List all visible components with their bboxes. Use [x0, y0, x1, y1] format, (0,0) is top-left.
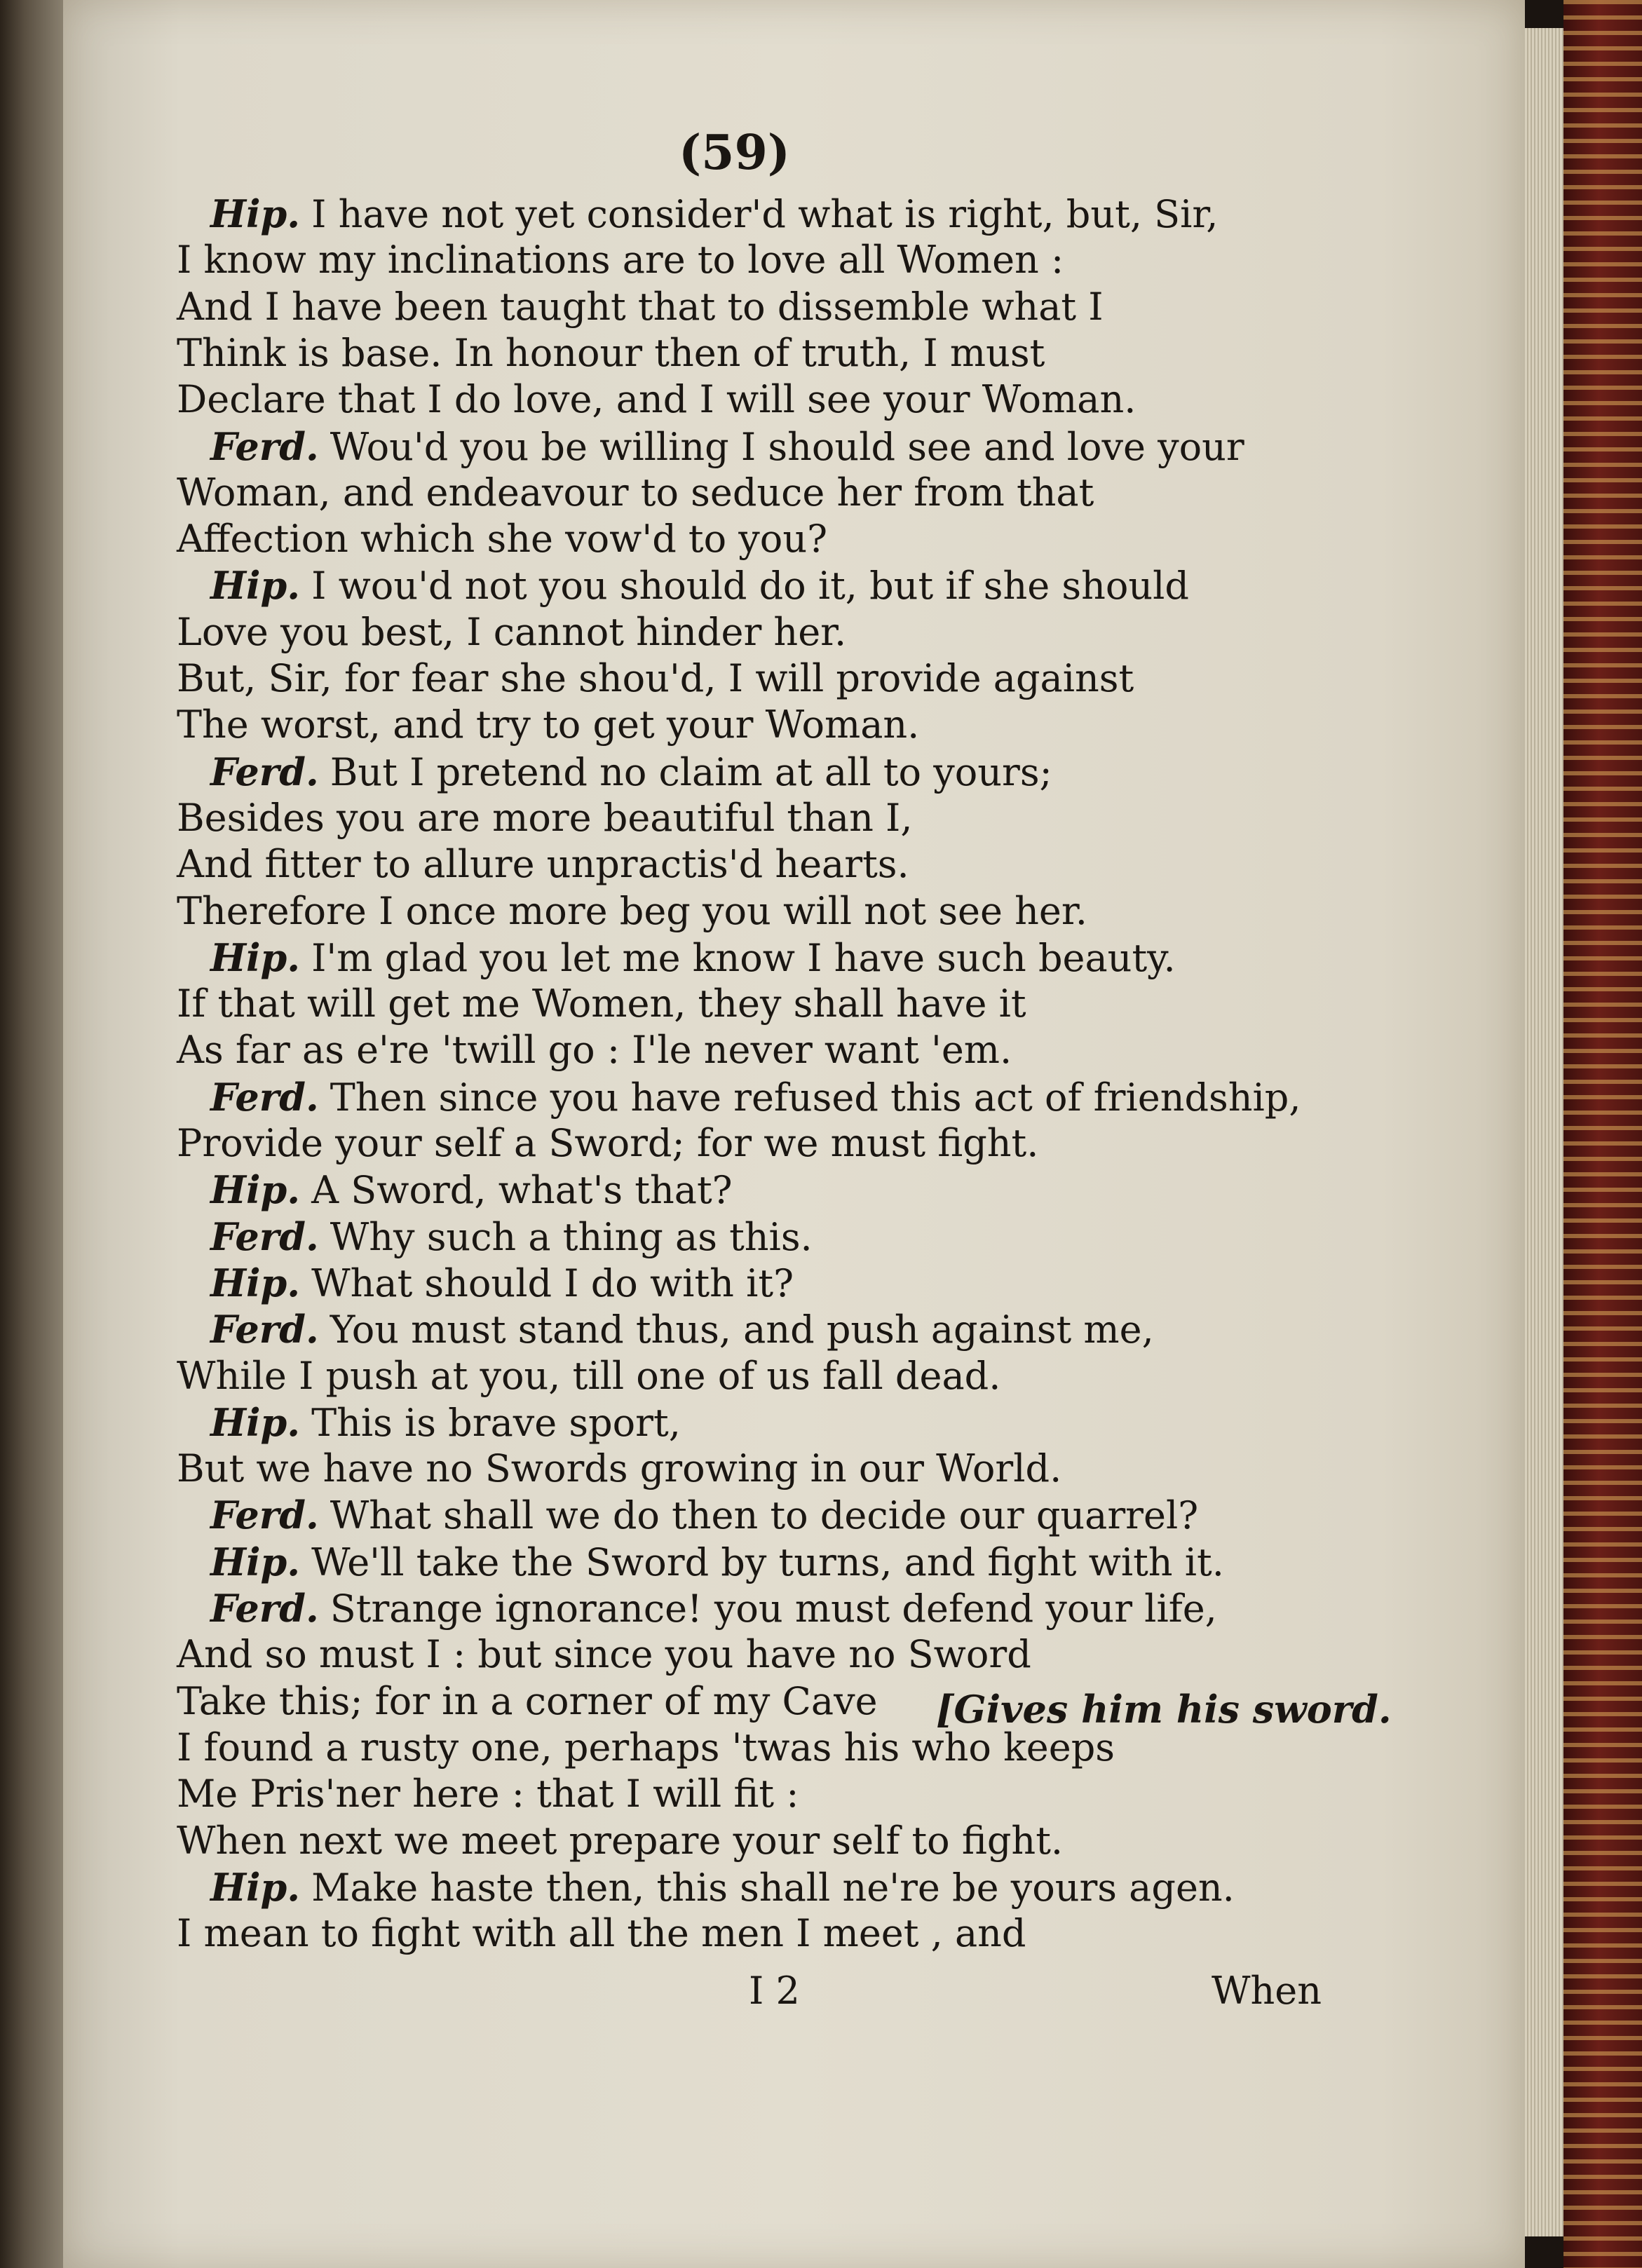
line-text: Wou'd you be willing I should see and love your	[330, 424, 1244, 469]
text-line	[210, 935, 1176, 981]
text-line	[177, 470, 1094, 516]
line-text: Why such a thing as this.	[330, 1214, 813, 1259]
text-line	[177, 1818, 1063, 1864]
text-line	[210, 1399, 681, 1446]
line-text: I mean to fight with all the men I meet , and	[177, 1911, 1026, 1956]
line-text: This is brave sport,	[311, 1400, 681, 1445]
text-line	[210, 1167, 733, 1213]
text-line	[210, 562, 1189, 609]
text-line	[210, 1864, 1235, 1910]
text-line	[177, 1120, 1038, 1167]
speaker-name: Hip.	[210, 1260, 301, 1305]
line-text: And I have been taught that to dissemble what I	[177, 284, 1104, 329]
text-line	[177, 609, 846, 656]
line-text: When next we meet prepare your self to fight.	[177, 1818, 1064, 1863]
text-line	[210, 191, 1218, 237]
speaker-name: Hip.	[210, 191, 301, 236]
speaker-name: Ferd.	[210, 1586, 319, 1631]
speaker-name: Hip.	[210, 1167, 301, 1213]
text-line	[177, 1027, 1012, 1073]
text-line	[210, 1585, 1217, 1631]
text-line	[177, 841, 909, 888]
line-text: I wou'd not you should do it, but if she should	[311, 564, 1189, 609]
line-text: I found a rusty one, perhaps 'twas his who keeps	[177, 1725, 1115, 1770]
line-text: Therefore I once more beg you will not see her.	[177, 888, 1087, 933]
line-text: Strange ignorance! you must defend your life,	[330, 1587, 1217, 1631]
text-line	[177, 1353, 1000, 1399]
text-line	[210, 1260, 794, 1306]
text-line	[177, 516, 827, 562]
line-text: Besides you are more beautiful than I,	[177, 795, 913, 840]
line-text: You must stand thus, and push against me,	[330, 1308, 1154, 1352]
line-text: Love you best, I cannot hinder her.	[177, 609, 847, 654]
line-text: Provide your self a Sword; for we must fight.	[177, 1121, 1039, 1165]
line-text: What shall we do then to decide our quarrel?	[330, 1493, 1199, 1538]
line-text: Think is base. In honour then of truth, I must	[177, 330, 1045, 375]
text-line	[177, 1910, 1026, 1957]
text-line	[177, 888, 1087, 935]
line-text: The worst, and try to get your Woman.	[177, 702, 920, 747]
text-line	[177, 376, 1136, 423]
text-line	[210, 1539, 1224, 1585]
line-text: While I push at you, till one of us fall dead.	[177, 1353, 1001, 1398]
speaker-name: Ferd.	[210, 423, 319, 469]
text-line	[177, 702, 919, 748]
speaker-name: Hip.	[210, 1399, 301, 1445]
page-number: (59)	[679, 125, 790, 181]
speaker-name: Hip.	[210, 1864, 301, 1910]
text-line	[177, 330, 1045, 376]
text-line	[210, 749, 1052, 795]
text-line	[177, 284, 1104, 330]
text-line	[210, 1074, 1301, 1120]
line-text: Make haste then, this shall ne're be yours agen.	[311, 1865, 1235, 1910]
line-text: As far as e're 'twill go : I'le never want 'em.	[177, 1028, 1012, 1073]
text-line	[177, 1771, 799, 1817]
speaker-name: Ferd.	[210, 1307, 319, 1352]
text-line	[210, 1306, 1154, 1352]
line-text: And so must I : but since you have no Sword	[177, 1632, 1031, 1677]
line-text: But we have no Swords growing in our World.	[177, 1446, 1062, 1491]
line-text: Take this; for in a corner of my Cave	[177, 1678, 878, 1723]
text-line	[177, 1446, 1061, 1492]
line-text: A Sword, what's that?	[311, 1168, 733, 1213]
signature-mark: I 2	[749, 1969, 800, 2013]
speaker-name: Ferd.	[210, 1074, 319, 1120]
speaker-name: Hip.	[210, 935, 301, 980]
line-text: But, Sir, for fear she shou'd, I will provide against	[177, 656, 1134, 700]
line-text: I know my inclinations are to love all Women :	[177, 238, 1064, 283]
speaker-name: Ferd.	[210, 1493, 319, 1538]
line-text: I'm glad you let me know I have such beauty.	[311, 935, 1176, 980]
speaker-name: Hip.	[210, 563, 301, 609]
text-line	[210, 1214, 813, 1260]
line-text: We'll take the Sword by turns, and fight with it.	[311, 1540, 1224, 1584]
line-text: What should I do with it?	[311, 1261, 794, 1305]
line-text: Then since you have refused this act of friendship,	[330, 1075, 1301, 1120]
speaker-name: Ferd.	[210, 1214, 319, 1259]
line-text: And fitter to allure unpractis'd hearts.	[177, 842, 909, 887]
line-text: I have not yet consider'd what is right, but, Sir,	[311, 192, 1219, 236]
line-text: Woman, and endeavour to seduce her from that	[177, 470, 1094, 515]
line-text: Declare that I do love, and I will see your Woman.	[177, 377, 1136, 422]
speaker-name: Ferd.	[210, 749, 319, 794]
text-line	[177, 656, 1134, 702]
text-line	[177, 1631, 1031, 1678]
line-text: Affection which she vow'd to you?	[177, 517, 828, 562]
stage-direction: [Gives him his sword.	[936, 1687, 1392, 1732]
speaker-name: Hip.	[210, 1539, 301, 1584]
text-line	[210, 423, 1244, 470]
text-line	[177, 795, 913, 841]
text-line	[177, 237, 1064, 283]
line-text: If that will get me Women, they shall have it	[177, 982, 1026, 1026]
catchword: When	[1212, 1969, 1322, 2013]
text-line	[177, 1678, 878, 1725]
line-text: But I pretend no claim at all to yours;	[330, 749, 1052, 794]
line-text: Me Pris'ner here : that I will fit :	[177, 1772, 799, 1817]
text-line	[210, 1492, 1198, 1538]
text-line	[177, 981, 1026, 1027]
